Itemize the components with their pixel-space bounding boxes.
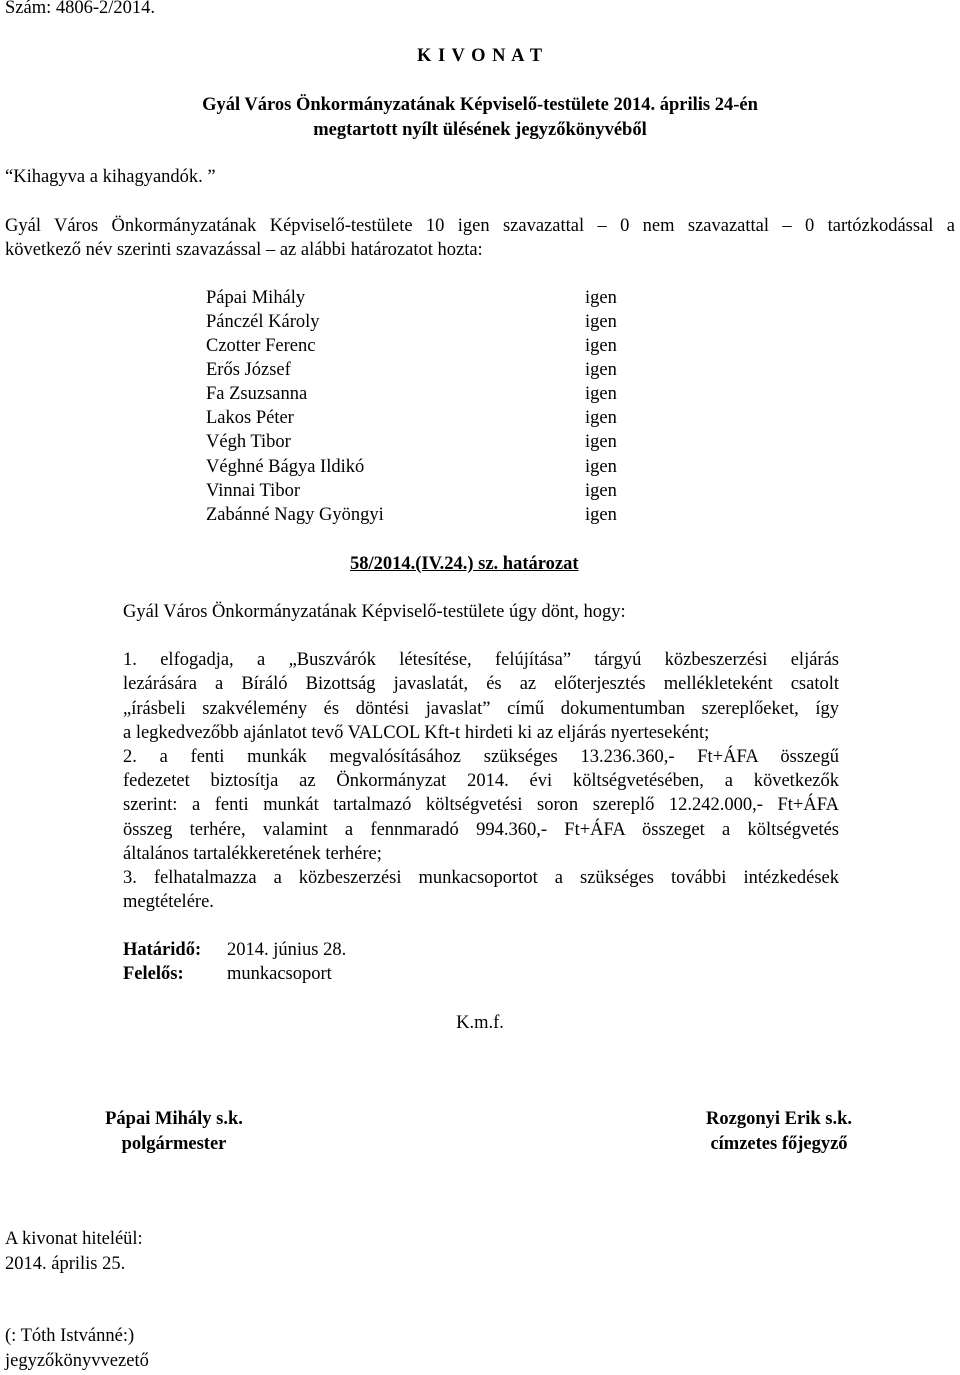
responsible-value: munkacsoport [227, 964, 332, 984]
document-number: Szám: 4806-2/2014. [5, 0, 156, 18]
vote-name: Fa Zsuzsanna [206, 384, 308, 404]
deadline-value: 2014. június 28. [227, 940, 347, 960]
resolution-line: 1. elfogadja, a „Buszvárók létesítése, felújítása” tárgyú közbeszerzési eljárás [123, 650, 839, 670]
resolution-line: 3. felhatalmazza a közbeszerzési munkacsoportot a szükséges további intézkedések [123, 868, 839, 888]
vote-value: igen [585, 336, 617, 356]
signature-right-name: Rozgonyi Erik s.k. [706, 1109, 852, 1129]
resolution-line: 2. a fenti munkák megvalósításához szükséges 13.236.360,- Ft+ÁFA összegű [123, 747, 839, 767]
resolution-line: lezárására a Bíráló Bizottság javaslatát, és az előterjesztés mellékleteként csatolt [123, 674, 839, 694]
resolution-line: összeg terhére, valamint a fennmaradó 994.360,- Ft+ÁFA összeget a költségvetés [123, 820, 839, 840]
vote-value: igen [585, 360, 617, 380]
vote-value: igen [585, 384, 617, 404]
deadline-label: Határidő: [123, 940, 202, 960]
signature-left-role: polgármester [121, 1134, 227, 1154]
resolution-lead: Gyál Város Önkormányzatának Képviselő-testülete úgy dönt, hogy: [123, 602, 626, 622]
resolution-line: fedezetet biztosítja az Önkormányzat 2014. évi költségvetésében, a következők [123, 771, 839, 791]
omission-note: “Kihagyva a kihagyandók. ” [5, 167, 216, 187]
vote-value: igen [585, 481, 617, 501]
vote-name: Végh Tibor [206, 432, 291, 452]
resolution-title: 58/2014.(IV.24.) sz. határozat [350, 554, 579, 574]
signature-right-role: címzetes főjegyző [710, 1134, 848, 1154]
vote-name: Zabánné Nagy Gyöngyi [206, 505, 384, 525]
vote-value: igen [585, 505, 617, 525]
vote-name: Erős József [206, 360, 291, 380]
vote-value: igen [585, 288, 617, 308]
certification-label: A kivonat hiteléül: [5, 1229, 143, 1249]
vote-name: Pánczél Károly [206, 312, 320, 332]
vote-value: igen [585, 457, 617, 477]
vote-name: Véghné Bágya Ildikó [206, 457, 365, 477]
title-line-2: megtartott nyílt ülésének jegyzőkönyvéből [313, 120, 647, 140]
title-line-1: Gyál Város Önkormányzatának Képviselő-testülete 2014. április 24-én [202, 95, 758, 115]
intro-line-1: Gyál Város Önkormányzatának Képviselő-testülete 10 igen szavazattal – 0 nem szavazattal – 0 tartózkodással a [5, 216, 955, 236]
resolution-line: általános tartalékkeretének terhére; [123, 844, 382, 864]
signature-left-name: Pápai Mihály s.k. [105, 1109, 243, 1129]
responsible-label: Felelős: [123, 964, 184, 984]
document-title: K I V O N A T [416, 46, 544, 66]
kmf: K.m.f. [456, 1013, 504, 1033]
vote-name: Lakos Péter [206, 408, 294, 428]
vote-name: Czotter Ferenc [206, 336, 316, 356]
resolution-line: „írásbeli szakvélemény és döntési javaslat” című dokumentumban szereplőeket, így [123, 699, 839, 719]
recorder-role: jegyzőkönyvvezető [5, 1351, 149, 1371]
resolution-line: megtételére. [123, 892, 214, 912]
recorder-name: (: Tóth Istvánné:) [5, 1326, 135, 1346]
resolution-line: szerint: a fenti munkát tartalmazó költségvetési soron szereplő 12.242.000,- Ft+ÁFA [123, 795, 839, 815]
intro-line-2: következő név szerinti szavazással – az alábbi határozatot hozta: [5, 240, 483, 260]
vote-name: Pápai Mihály [206, 288, 306, 308]
vote-name: Vinnai Tibor [206, 481, 300, 501]
resolution-line: a legkedvezőbb ajánlatot tevő VALCOL Kft-t hirdeti ki az eljárás nyerteseként; [123, 723, 710, 743]
vote-value: igen [585, 312, 617, 332]
vote-value: igen [585, 408, 617, 428]
vote-value: igen [585, 432, 617, 452]
certification-date: 2014. április 25. [5, 1254, 126, 1274]
